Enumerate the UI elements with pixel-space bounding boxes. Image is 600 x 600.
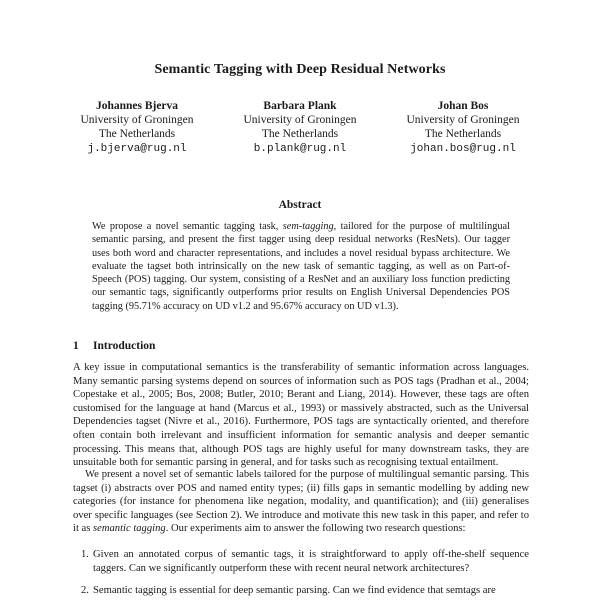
author-3	[388, 99, 538, 156]
author-country: The Netherlands	[261, 128, 339, 141]
author-affiliation: University of Groningen	[243, 114, 357, 127]
list-marker: 1.	[81, 549, 89, 560]
paragraph-part: We present a novel set of semantic labels tailored for the purpose of multilingual semantic parsing. This tagset (i) abstracts over POS and named entity types; (ii) fills gaps in semantic modelling by adding new categories (for instance for phenomena like negation, modality, and quantification); and (iii) generalises over specific languages (see Section 2). We introduce and motivate this new task in this paper, and refer to it as	[73, 469, 529, 535]
paper-title: Semantic Tagging with Deep Residual Networks	[154, 62, 446, 77]
section-title: Introduction	[93, 340, 156, 352]
author-block	[62, 99, 538, 156]
author-country: The Netherlands	[424, 128, 502, 141]
author-country: The Netherlands	[98, 128, 176, 141]
list-text: Semantic tagging is essential for deep semantic parsing. Can we find evidence that semtags are	[93, 585, 496, 596]
author-affiliation: University of Groningen	[80, 114, 194, 127]
list-item	[73, 584, 529, 598]
author-name: Barbara Plank	[263, 100, 337, 112]
abstract-heading: Abstract	[278, 199, 322, 211]
abstract-part: , tailored for the purpose of multilingual semantic parsing, and present the first tagger using deep residual networks (ResNets). Our tagger uses both word and character representations, and includes a novel residual bypass architecture. We evaluate the tagset both intrinsically on the new task of semantic tagging, as well as on Part-of-Speech (POS) tagging. Our system, consisting of a ResNet and an auxiliary loss function predicting our semantic tags, significantly outperforms prior results on English Universal Dependencies POS tagging (95.71% accuracy on UD v1.2 and 95.67% accuracy on UD v1.3).	[92, 221, 510, 312]
author-name: Johannes Bjerva	[95, 100, 179, 112]
author-affiliation: University of Groningen	[406, 114, 520, 127]
abstract-term: sem-tagging	[282, 221, 334, 232]
section-heading	[73, 340, 155, 352]
paragraph-part: . Our experiments aim to answer the following two research questions:	[165, 523, 466, 535]
section-number: 1	[73, 340, 79, 352]
author-1	[62, 99, 212, 156]
abstract-part: We propose a novel semantic tagging task,	[92, 221, 283, 232]
list-marker: 2.	[81, 585, 89, 596]
list-text: Given an annotated corpus of semantic tags, it is straightforward to apply off-the-shelf sequence taggers. Can we significantly outperform these with recent neural network architectures?	[93, 549, 529, 574]
author-email: j.bjerva@rug.nl	[87, 142, 187, 155]
intro-paragraph-2	[73, 468, 529, 536]
author-2	[225, 99, 375, 156]
intro-paragraph-1: A key issue in computational semantics is the transferability of semantic information across languages. Many semantic parsing systems depend on sources of information such as POS tags (Pradhan et al., 2004; Copestake et al., 2005; Bos, 2008; Butler, 2010; Berant and Liang, 2014). However, these tags are often customised for the language at hand (Marcus et al., 1993) or massively abstracted, such as the Universal Dependencies tagset (Nivre et al., 2016). Furthermore, POS tags are syntactically oriented, and therefore often contain both irrelevant and insufficient information for semantic analysis and deeper semantic processing. This means that, although POS tags are highly useful for many downstream tasks, they are unsuitable both for semantic parsing in general, and for tasks such as recognising textual entailment.	[73, 362, 529, 469]
list-item	[73, 548, 529, 575]
paragraph-emphasis: semantic tagging	[93, 523, 166, 535]
author-name: Johan Bos	[437, 100, 489, 112]
abstract-text	[92, 220, 510, 313]
author-email: johan.bos@rug.nl	[410, 142, 516, 155]
author-email: b.plank@rug.nl	[253, 142, 347, 155]
